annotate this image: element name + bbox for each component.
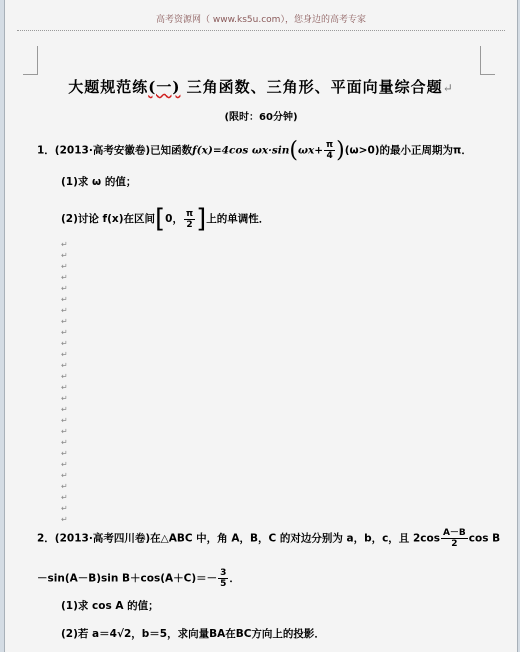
- fraction-3-5: $\frac{3}{5}$: [220, 568, 227, 589]
- question-2-equation: －sin(A－B)sin B＋cos(A＋C)＝－ $\frac{3}{5}$ ．: [37, 568, 240, 589]
- paragraph-mark: ↵: [61, 284, 68, 293]
- header-divider: [17, 30, 505, 31]
- paragraph-mark: ↵: [61, 482, 68, 491]
- paragraph-mark: ↵: [61, 361, 68, 370]
- title-prefix: 大题规范练: [68, 78, 149, 96]
- paragraph-mark: ↵: [61, 350, 68, 359]
- paragraph-mark: ↵: [61, 394, 68, 403]
- fraction-a-minus-b-over-2: $\frac{A-B}{2}$: [442, 528, 466, 549]
- question-1-part-1: (1)求 ω 的值；: [61, 176, 137, 188]
- paragraph-mark: ↵: [61, 317, 68, 326]
- paragraph-mark: ↵: [61, 438, 68, 447]
- margin-corner-left: [23, 60, 38, 75]
- paragraph-mark: ↵: [61, 471, 68, 480]
- fraction-pi-4: $\frac{\pi}{4}$: [326, 140, 334, 161]
- paragraph-mark: ↵: [61, 295, 68, 304]
- paragraph-mark: ↵: [61, 383, 68, 392]
- paragraph-mark: ↵: [61, 240, 68, 249]
- paragraph-mark: ↵: [61, 449, 68, 458]
- paragraph-mark: ↵: [61, 273, 68, 282]
- question-2-part-1: (1)求 cos A 的值；: [61, 600, 159, 612]
- paragraph-mark: ↵: [61, 515, 68, 524]
- question-1-part-2: (2)讨论 f(x)在区间[0， $\frac{\pi}{2}$ ]上的单调性．: [61, 204, 270, 234]
- paragraph-mark: ↵: [61, 372, 68, 381]
- paragraph-mark: ↵: [61, 427, 68, 436]
- fraction-pi-2: $\frac{\pi}{2}$: [185, 208, 194, 230]
- paragraph-mark: ↵: [61, 339, 68, 348]
- title-rest: 三角函数、三角形、平面向量综合题: [180, 78, 443, 96]
- page-header: 高考资源网（ www.ks5u.com），您身边的高考专家: [156, 15, 366, 25]
- function-expression: f(x)=4cos ωx·sin: [192, 144, 290, 157]
- paragraph-mark: ↵: [61, 504, 68, 513]
- paragraph-mark: ↵: [61, 405, 68, 414]
- paragraph-mark: ↵: [61, 262, 68, 271]
- document-page: [4, 0, 518, 652]
- paragraph-mark: ↵: [61, 460, 68, 469]
- paragraph-mark: ↵: [61, 493, 68, 502]
- document-title: [5, 76, 517, 97]
- title-number: (一): [148, 78, 181, 96]
- paragraph-mark: ↵: [61, 328, 68, 337]
- paragraph-mark: ↵: [61, 306, 68, 315]
- question-2-part-2: (2)若 a＝4√2，b＝5，求向量BA在BC方向上的投影．: [61, 628, 325, 640]
- paragraph-mark: ↵: [61, 416, 68, 425]
- paragraph-mark: ↵: [442, 81, 454, 95]
- margin-corner-right: [480, 60, 495, 75]
- question-2-stem: 2．(2013·高考四川卷)在△ABC 中，角 A，B，C 的对边分别为 a，b，c，且 2cos $\frac{A-B}{2}$ cos B: [37, 528, 501, 549]
- paragraph-mark: ↵: [61, 251, 68, 260]
- question-1-stem: 1．(2013·高考安徽卷)已知函数f(x)=4cos ωx·sin(ωx+ $\frac{\pi}{4}$ )(ω>0)的最小正周期为π．: [37, 138, 472, 163]
- time-limit: (限时：60分钟): [224, 112, 298, 123]
